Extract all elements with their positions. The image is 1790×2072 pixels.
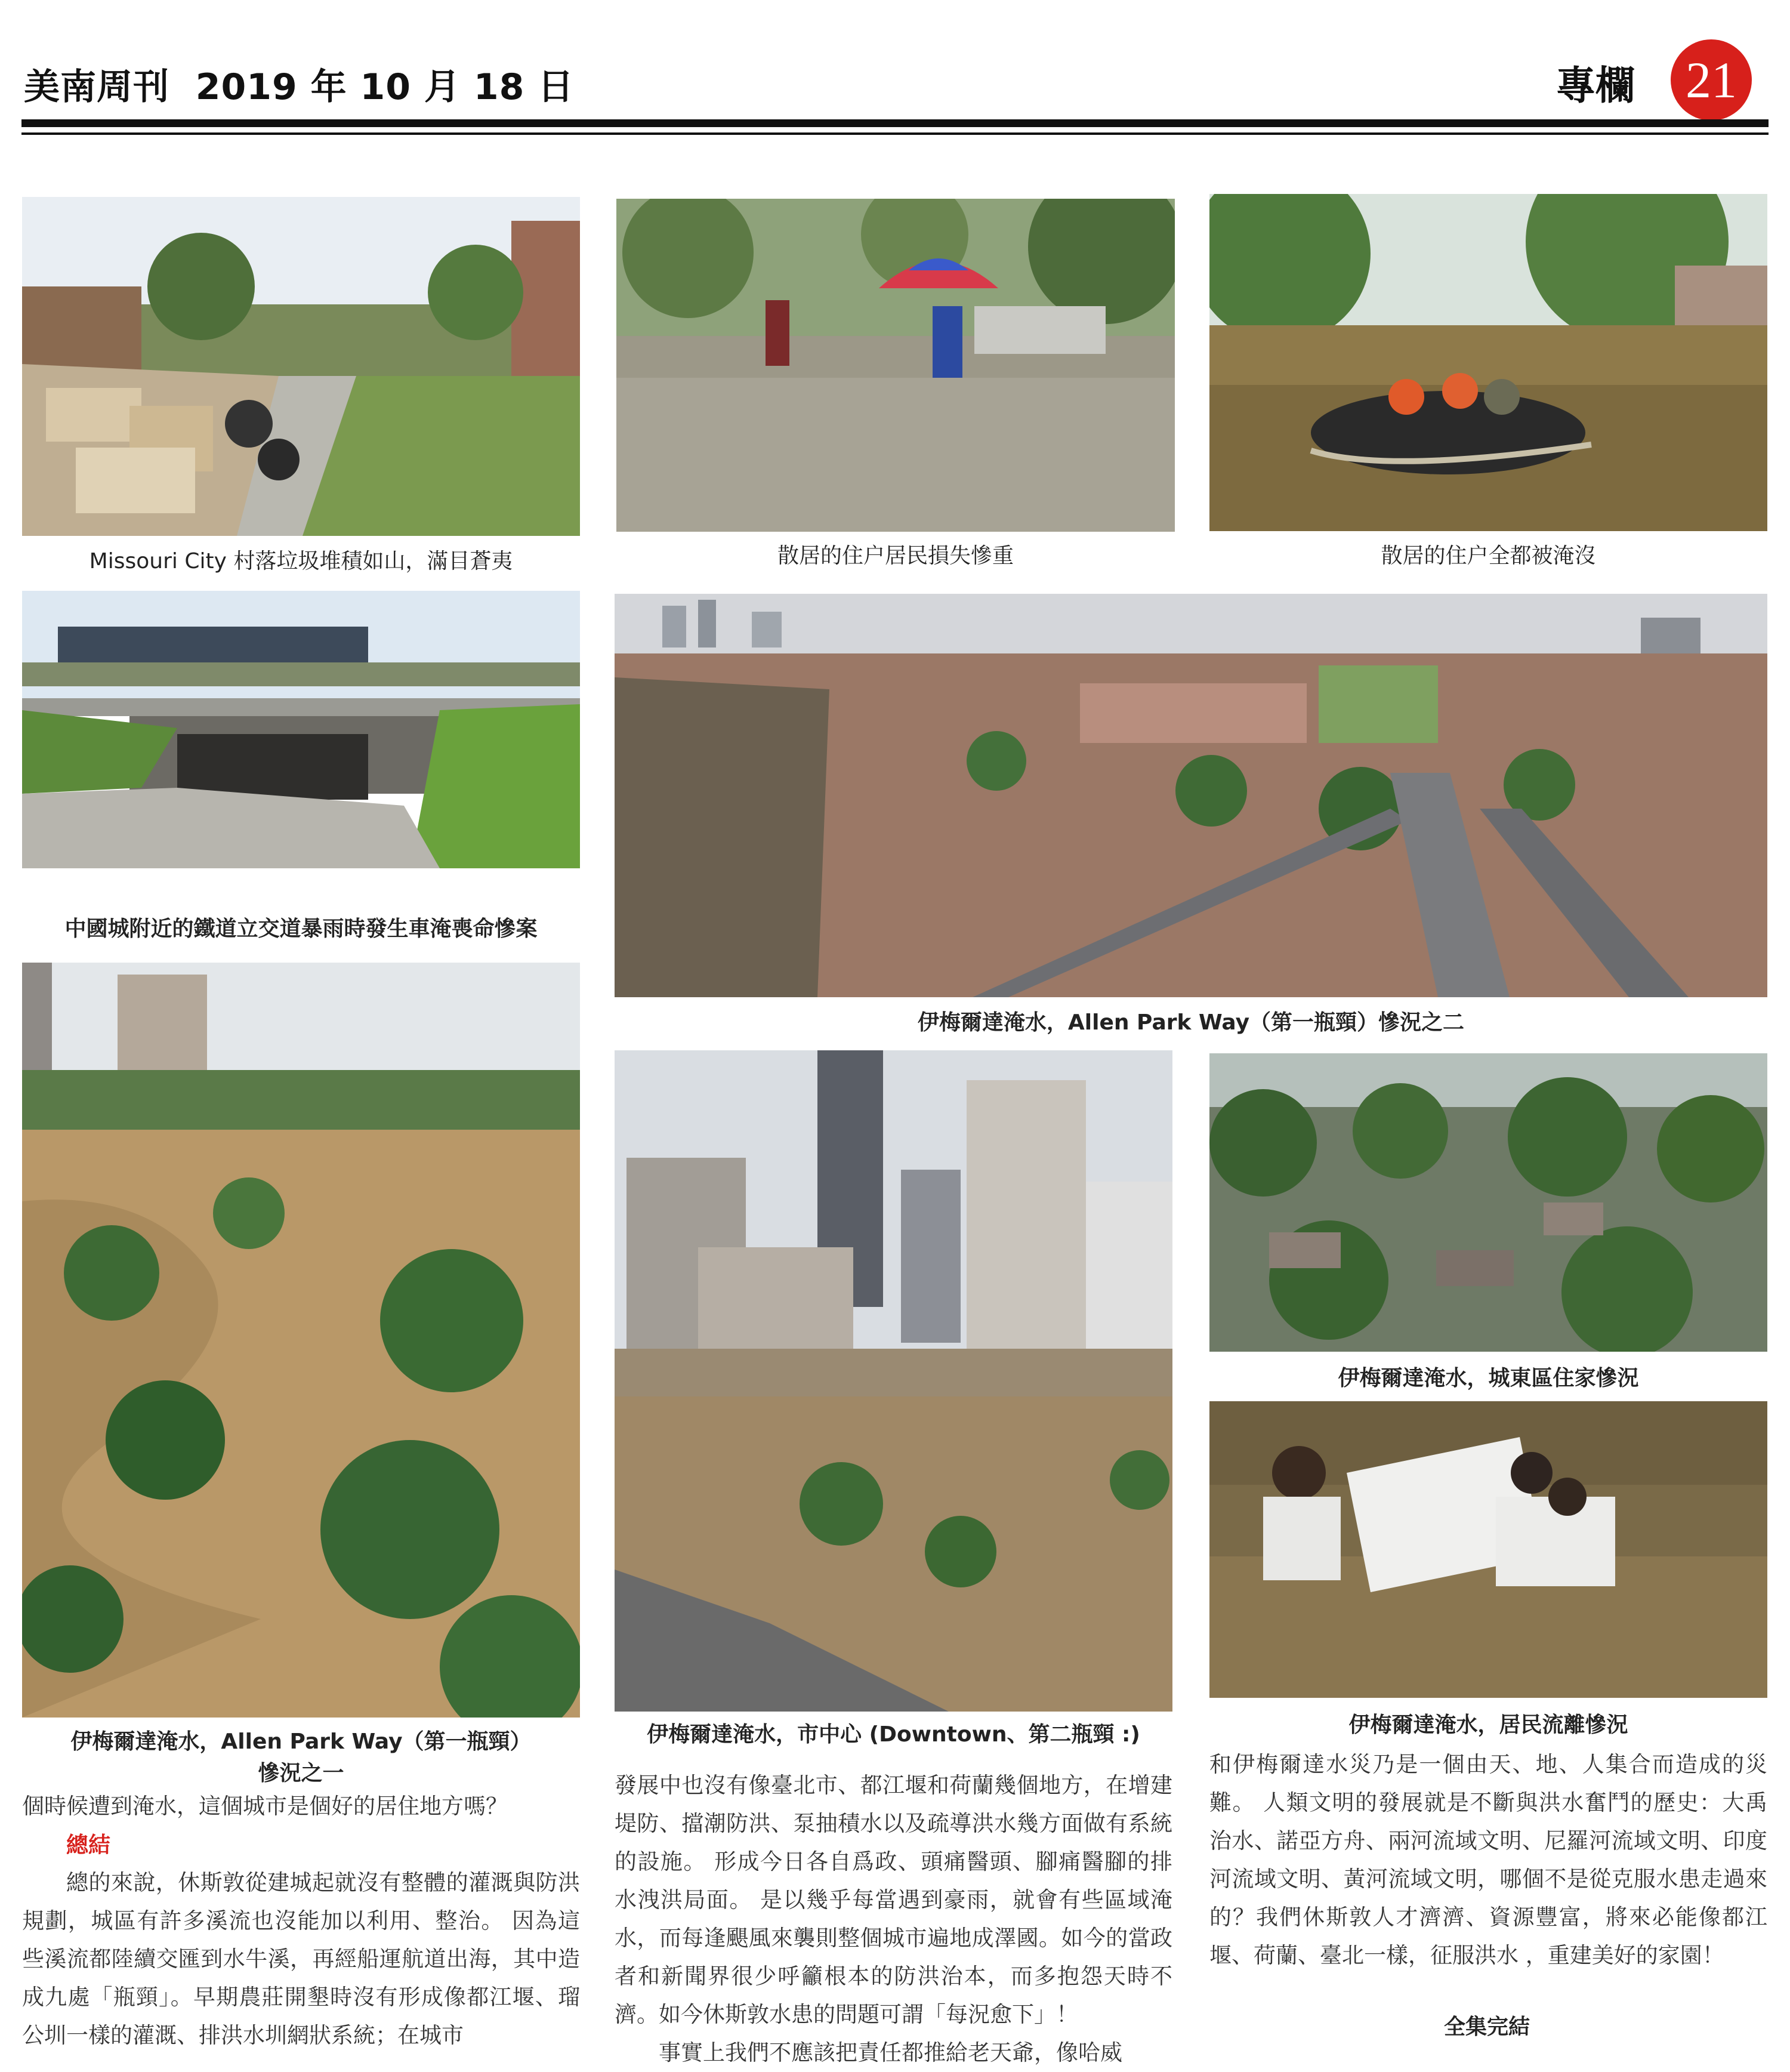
article-column-3 (1209, 1746, 1767, 1975)
column-2-paragraph-2: 事實上我們不應該把責任都推給老天爺，像哈威 (659, 2040, 1122, 2065)
issue-date: 2019 年 10 月 18 日 (195, 66, 575, 108)
photo-east-side-homes (1209, 1053, 1767, 1352)
column-3-paragraph: 和伊梅爾達水災乃是一個由天、地、人集合而造成的災難。 人類文明的發展就是不斷與洪水奮鬥的歷史：大禹治水、諾亞方舟、兩河流域文明、尼羅河流域文明、印度河流域文明、黃河流域文明，哪個不是從克服水患走過來的？我們休斯敦人才濟濟、資源豐富，將來必能像都江堰、荷蘭、臺北一樣，征服洪水 ，重建美好的家園！ (1209, 1752, 1767, 1968)
article-column-1 (22, 1787, 580, 2055)
column-1-paragraph: 總的來說，休斯敦從建城起就沒有整體的灌溉與防洪規劃，城區有許多溪流也沒能加以利用、整治。 因為這些溪流都陸續交匯到水牛溪，再經船運航道出海，其中造成九處「瓶頸」。早期農莊開墾時沒有形成像都江堰、瑠公圳一樣的灌溉、排洪水圳網狀系統；在城市 (22, 1870, 580, 2048)
caption-photo-5: 伊梅爾達淹水，Allen Park Way（第一瓶頸）慘況之二 (917, 1010, 1465, 1035)
photo-residents-displaced (1209, 1401, 1767, 1698)
article-column-2 (615, 1766, 1172, 2072)
masthead (24, 58, 574, 110)
photo-bayou-flood-aerial (22, 963, 580, 1718)
photo-debris-street (22, 197, 580, 536)
caption-photo-3: 散居的住户全都被淹沒 (1381, 544, 1596, 568)
photo-railway-underpass (22, 591, 580, 868)
caption-photo-2: 散居的住户居民損失慘重 (777, 544, 1014, 568)
header-rule-thin (21, 132, 1769, 135)
caption-photo-7: 伊梅爾達淹水，市中心 (Downtown、第二瓶頸 :) (647, 1722, 1140, 1747)
caption-photo-9: 伊梅爾達淹水，居民流離慘況 (1348, 1713, 1628, 1737)
column-1-lead: 個時候遭到淹水，這個城市是個好的居住地方嗎？ (22, 1793, 508, 1819)
caption-photo-1: Missouri City 村落垃圾堆積如山，滿目蒼夷 (89, 549, 513, 574)
caption-photo-8: 伊梅爾達淹水，城東區住家慘況 (1338, 1366, 1639, 1390)
caption-photo-6-line2: 慘況之一 (258, 1761, 344, 1786)
column-2-paragraph-1: 發展中也沒有像臺北市、都江堰和荷蘭幾個地方，在增建堤防、擋潮防洪、泵抽積水以及疏導洪水幾方面做有系統的設施。 形成今日各自爲政、頭痛醫頭、腳痛醫腳的排水洩洪局面。 是以幾乎每當遇到豪雨，就會有些區域淹水，而每逢颶風來襲則整個城市遍地成澤國。如今的當政者和新聞界很少呼籲根本的防洪治本，而多抱怨天時不濟。如今休斯敦水患的問題可謂「每況愈下」！ (615, 1772, 1172, 2027)
photo-allen-park-way-aerial (615, 594, 1767, 997)
photo-umbrella-flood (616, 199, 1175, 532)
header-rule-thick (21, 119, 1769, 127)
photo-downtown-flood (615, 1050, 1172, 1712)
section-title: 專欄 (1556, 63, 1635, 109)
page-number-badge: 21 (1671, 39, 1752, 121)
caption-photo-6-line1: 伊梅爾達淹水，Allen Park Way（第一瓶頸） (70, 1729, 532, 1754)
caption-photo-4: 中國城附近的鐵道立交道暴雨時發生車淹喪命慘案 (64, 917, 538, 941)
photo-rescue-boat (1209, 194, 1767, 531)
end-note: 全集完結 (1444, 2015, 1530, 2039)
masthead-title: 美南周刊 (24, 66, 169, 108)
summary-heading: 總結 (66, 1832, 110, 1858)
